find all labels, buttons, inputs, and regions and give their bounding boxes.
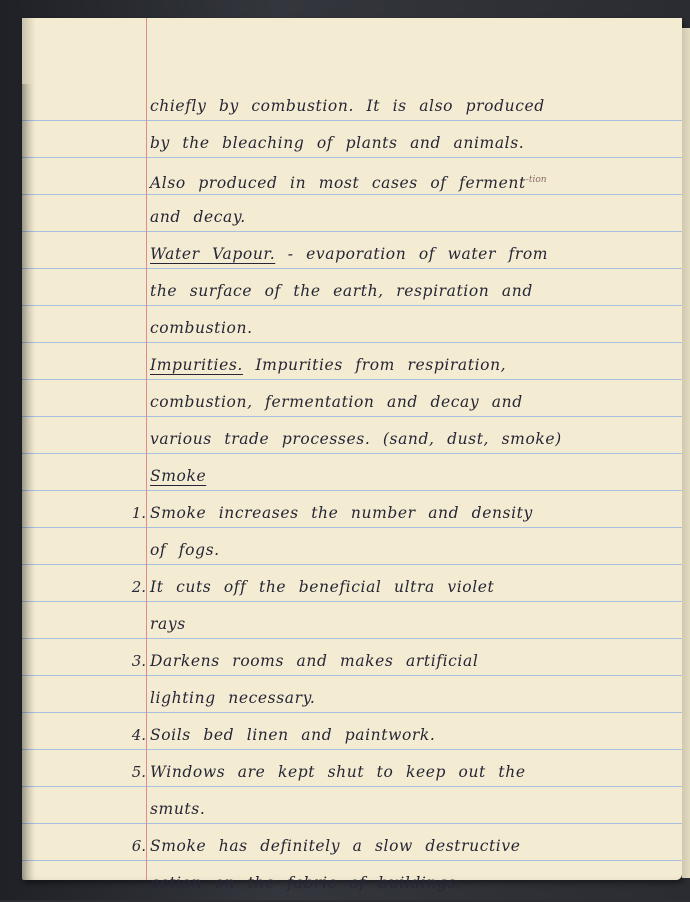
text-line bbox=[22, 273, 682, 310]
section-heading: Water Vapour. bbox=[150, 245, 276, 263]
line-body: smuts. bbox=[150, 800, 206, 818]
text-line bbox=[22, 458, 682, 495]
line-text bbox=[150, 569, 674, 606]
pencil-note: -tion bbox=[525, 175, 547, 185]
line-text bbox=[150, 717, 674, 754]
text-line bbox=[22, 606, 682, 643]
section-heading-line bbox=[150, 347, 674, 384]
line-body: Also produced in most cases of ferment bbox=[150, 174, 526, 192]
line-body: chiefly by combustion. It is also produced bbox=[150, 97, 545, 115]
line-body: Impurities from respiration, bbox=[242, 356, 507, 374]
line-text bbox=[150, 791, 674, 828]
line-body: rays bbox=[150, 615, 186, 633]
text-line bbox=[22, 865, 682, 902]
text-line bbox=[22, 569, 682, 606]
line-body: Darkens rooms and makes artificial bbox=[150, 652, 479, 670]
text-line bbox=[22, 680, 682, 717]
line-body: of fogs. bbox=[150, 541, 220, 559]
list-number: 6. bbox=[131, 837, 146, 855]
section-heading-line bbox=[150, 236, 674, 273]
text-line bbox=[22, 828, 682, 865]
line-body: and decay. bbox=[150, 208, 246, 226]
line-text bbox=[150, 384, 674, 421]
line-body: various trade processes. (sand, dust, smoke) bbox=[150, 430, 562, 448]
line-body: - evaporation of water from bbox=[275, 245, 549, 263]
line-text bbox=[150, 495, 674, 532]
line-text bbox=[150, 421, 674, 458]
line-body: Soils bed linen and paintwork. bbox=[150, 726, 436, 744]
text-line bbox=[22, 717, 682, 754]
line-body: the surface of the earth, respiration and bbox=[150, 282, 533, 300]
section-heading-line bbox=[150, 458, 674, 495]
text-line bbox=[22, 199, 682, 236]
text-line bbox=[22, 791, 682, 828]
line-text bbox=[150, 125, 674, 162]
line-text bbox=[150, 88, 674, 125]
page-top-margin bbox=[22, 18, 682, 84]
line-body: combustion, fermentation and decay and bbox=[150, 393, 523, 411]
line-text bbox=[150, 680, 674, 717]
line-body: by the bleaching of plants and animals. bbox=[150, 134, 525, 152]
text-line bbox=[22, 347, 682, 384]
text-line bbox=[22, 125, 682, 162]
section-heading: Smoke bbox=[150, 467, 207, 485]
text-line bbox=[22, 384, 682, 421]
line-body: lighting necessary. bbox=[150, 689, 316, 707]
list-number: 2. bbox=[131, 578, 146, 596]
text-line bbox=[22, 643, 682, 680]
line-text bbox=[150, 754, 674, 791]
text-line bbox=[22, 754, 682, 791]
text-line bbox=[22, 532, 682, 569]
line-text bbox=[150, 828, 674, 865]
text-line bbox=[22, 310, 682, 347]
line-body: action on the fabric of buildings. bbox=[150, 874, 462, 892]
page-edge bbox=[682, 28, 690, 878]
line-text bbox=[150, 310, 674, 347]
text-line bbox=[22, 236, 682, 273]
section-heading: Impurities. bbox=[150, 356, 243, 374]
text-line bbox=[22, 88, 682, 125]
line-text bbox=[150, 273, 674, 310]
line-body: Smoke increases the number and density bbox=[150, 504, 533, 522]
list-number: 3. bbox=[131, 652, 146, 670]
list-number: 4. bbox=[131, 726, 146, 744]
line-text bbox=[150, 199, 674, 236]
line-body: It cuts off the beneficial ultra violet bbox=[150, 578, 495, 596]
line-body: Smoke has definitely a slow destructive bbox=[150, 837, 521, 855]
line-text bbox=[150, 865, 674, 902]
notebook-page bbox=[22, 18, 682, 892]
line-body: combustion. bbox=[150, 319, 253, 337]
text-line bbox=[22, 495, 682, 532]
line-text bbox=[150, 606, 674, 643]
line-text bbox=[150, 643, 674, 680]
text-line bbox=[22, 162, 682, 199]
line-text bbox=[150, 162, 674, 202]
list-number: 5. bbox=[131, 763, 146, 781]
text-line bbox=[22, 421, 682, 458]
line-body: Windows are kept shut to keep out the bbox=[150, 763, 526, 781]
list-number: 1. bbox=[131, 504, 146, 522]
line-text bbox=[150, 532, 674, 569]
